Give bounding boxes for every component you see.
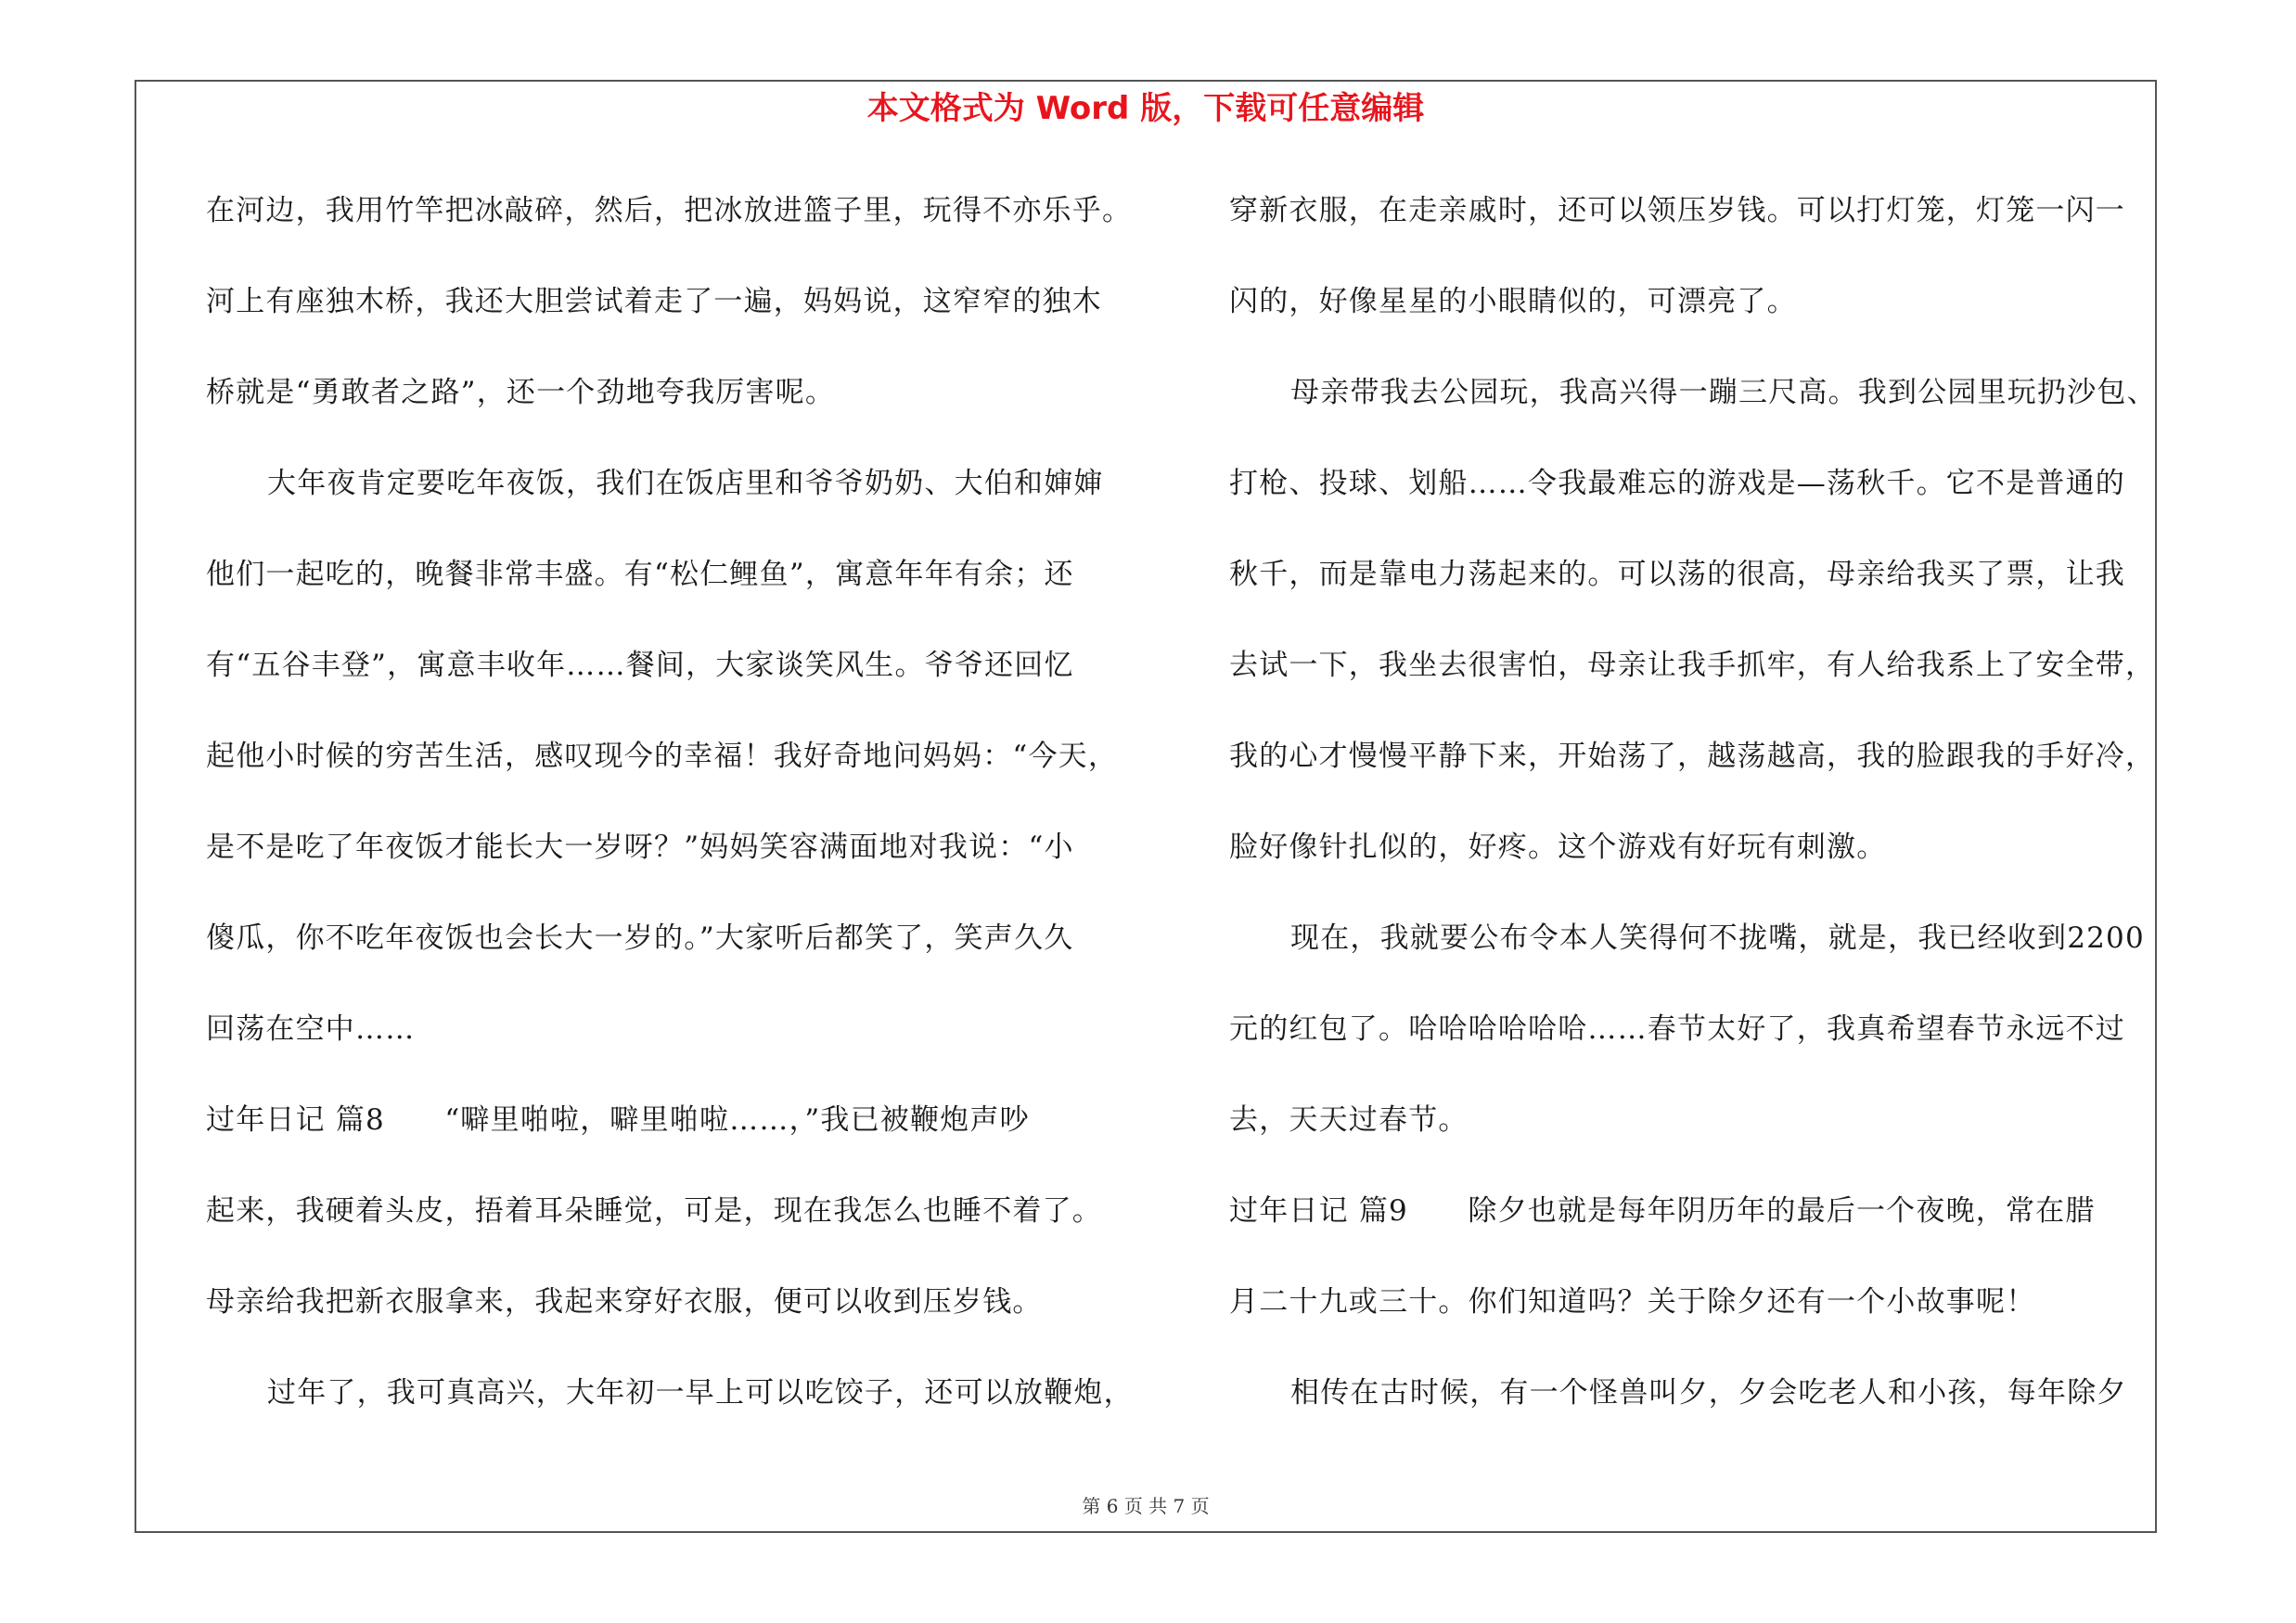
text-line: 现在，我就要公布令本人笑得何不拢嘴，就是，我已经收到2200	[1290, 921, 2145, 955]
text-line: 回荡在空中……	[206, 1012, 416, 1046]
text-line: 穿新衣服，在走亲戚时，还可以领压岁钱。可以打灯笼，灯笼一闪一	[1229, 194, 2125, 227]
text-line: 去，天天过春节。	[1229, 1103, 1469, 1137]
text-line: 起他小时候的穷苦生活，感叹现今的幸福！我好奇地问妈妈：“今天，	[206, 740, 1119, 773]
text-line: 是不是吃了年夜饭才能长大一岁呀？”妈妈笑容满面地对我说：“小	[206, 831, 1074, 864]
text-line: 脸好像针扎似的，好疼。这个游戏有好玩有刺激。	[1229, 831, 1887, 864]
text-line: 傻瓜，你不吃年夜饭也会长大一岁的。”大家听后都笑了，笑声久久	[206, 921, 1074, 955]
text-line: 秋千，而是靠电力荡起来的。可以荡的很高，母亲给我买了票，让我	[1229, 558, 2125, 591]
text-line: 我的心才慢慢平静下来，开始荡了，越荡越高，我的脸跟我的手好冷，	[1229, 740, 2156, 773]
text-line: 在河边，我用竹竿把冰敲碎，然后，把冰放进篮子里，玩得不亦乐乎。	[206, 194, 1133, 227]
text-line: 过年日记 篇9 除夕也就是每年阴历年的最后一个夜晚，常在腊	[1229, 1194, 2096, 1228]
text-line: 大年夜肯定要吃年夜饭，我们在饭店里和爷爷奶奶、大伯和婶婶	[267, 467, 1104, 500]
text-line: 河上有座独木桥，我还大胆尝试着走了一遍，妈妈说，这窄窄的独木	[206, 285, 1102, 318]
text-line: 他们一起吃的，晚餐非常丰盛。有“松仁鲤鱼”，寓意年年有余；还	[206, 558, 1074, 591]
text-line: 月二十九或三十。你们知道吗？关于除夕还有一个小故事呢！	[1229, 1285, 2036, 1319]
text-line: 母亲给我把新衣服拿来，我起来穿好衣服，便可以收到压岁钱。	[206, 1285, 1043, 1319]
document-header-notice: 本文格式为 Word 版，下载可任意编辑	[866, 90, 1425, 127]
text-line: 闪的，好像星星的小眼睛似的，可漂亮了。	[1229, 285, 1797, 318]
text-line: 元的红包了。哈哈哈哈哈哈……春节太好了，我真希望春节永远不过	[1229, 1012, 2125, 1046]
page-number: 第 6 页 共 7 页	[1082, 1495, 1210, 1517]
text-line: 相传在古时候，有一个怪兽叫夕，夕会吃老人和小孩，每年除夕	[1290, 1376, 2127, 1410]
text-line: 去试一下，我坐去很害怕，母亲让我手抓牢，有人给我系上了安全带，	[1229, 649, 2156, 682]
text-line: 过年日记 篇8 “噼里啪啦，噼里啪啦……，”我已被鞭炮声吵	[206, 1103, 1030, 1137]
text-line: 有“五谷丰登”，寓意丰收年……餐间，大家谈笑风生。爷爷还回忆	[206, 649, 1074, 682]
text-line: 打枪、投球、划船……令我最难忘的游戏是—荡秋千。它不是普通的	[1229, 467, 2125, 500]
text-line: 桥就是“勇敢者之路”，还一个劲地夸我厉害呢。	[206, 376, 836, 409]
left-text-column	[206, 185, 1134, 1458]
text-line: 母亲带我去公园玩，我高兴得一蹦三尺高。我到公园里玩扔沙包、	[1290, 376, 2157, 409]
text-line: 起来，我硬着头皮，捂着耳朵睡觉，可是，现在我怎么也睡不着了。	[206, 1194, 1102, 1228]
text-line: 过年了，我可真高兴，大年初一早上可以吃饺子，还可以放鞭炮，	[267, 1376, 1134, 1410]
right-text-column	[1229, 185, 2157, 1458]
